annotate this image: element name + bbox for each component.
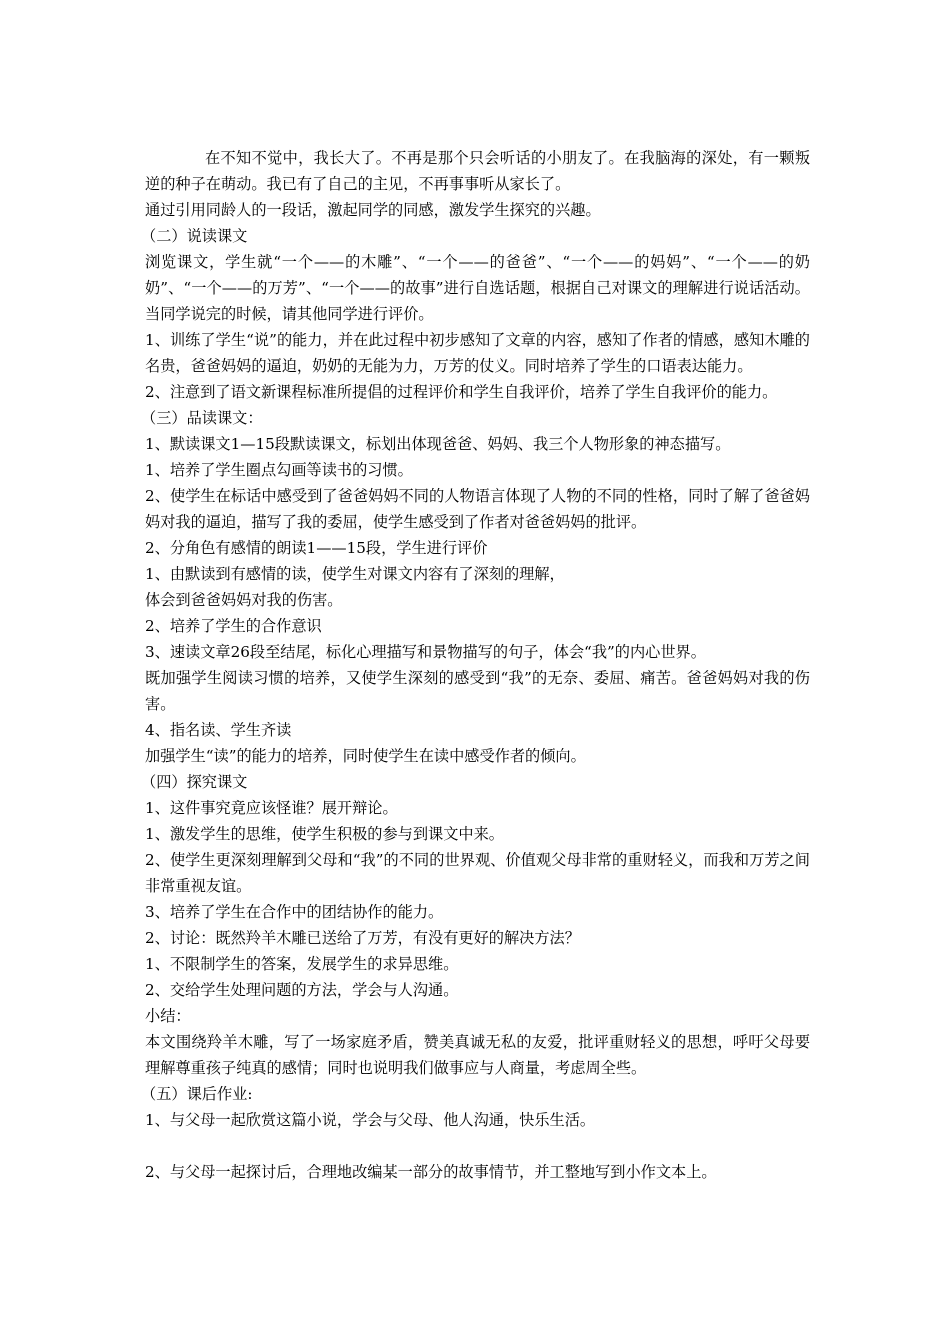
section-heading: （三）品读课文： <box>141 409 263 427</box>
section-heading: （五）课后作业: <box>141 1085 253 1103</box>
paragraph: 2、注意到了语文新课程标准所提倡的过程评价和学生自我评价，培养了学生自我评价的能力。 <box>145 383 778 401</box>
paragraph: 2、分角色有感情的朗读1——15段，学生进行评价 <box>145 539 488 557</box>
paragraph: 1、这件事究竟应该怪谁？展开辩论。 <box>145 799 398 817</box>
paragraph: 1、默读课文1—15段默读课文，标划出体现爸爸、妈妈、我三个人物形象的神态描写。 <box>145 435 731 453</box>
paragraph: 1、激发学生的思维，使学生积极的参与到课文中来。 <box>145 825 504 843</box>
paragraph: 3、培养了学生在合作中的团结协作的能力。 <box>145 903 444 921</box>
paragraph: 2、与父母一起探讨后，合理地改编某一部分的故事情节，并工整地写到小作文本上。 <box>145 1163 717 1181</box>
paragraph: 1、与父母一起欣赏这篇小说，学会与父母、他人沟通，快乐生活。 <box>145 1111 596 1129</box>
paragraph: 在不知不觉中，我长大了。不再是那个只会听话的小朋友了。在我脑海的深处，有一颗叛逆的种子在萌动。我已有了自己的主见，不再事事听从家长了。 <box>145 149 810 193</box>
blank-line <box>145 1133 810 1159</box>
paragraph: 浏览课文，学生就“一个——的木雕”、“一个——的爸爸”、“一个——的妈妈”、“一个——的奶奶”、“一个——的万芳”、“一个——的故事”进行自选话题，根据自己对课文的理解进行说话活动。当同学说完的时候，请其他同学进行评价。 <box>145 253 810 323</box>
paragraph: 4、指名读、学生齐读 <box>145 721 292 739</box>
paragraph: 2、培养了学生的合作意识 <box>145 617 322 635</box>
document-body <box>141 145 810 1185</box>
section-heading: （四）探究课文 <box>141 773 248 791</box>
paragraph: 体会到爸爸妈妈对我的伤害。 <box>145 591 343 609</box>
paragraph: 2、讨论：既然羚羊木雕已送给了万芳，有没有更好的解决方法？ <box>145 929 580 947</box>
paragraph: 通过引用同龄人的一段话，激起同学的同感，激发学生探究的兴趣。 <box>145 201 601 219</box>
paragraph: 1、培养了学生圈点勾画等读书的习惯。 <box>145 461 413 479</box>
paragraph: 2、交给学生处理问题的方法，学会与人沟通。 <box>145 981 459 999</box>
paragraph: 1、不限制学生的答案，发展学生的求异思维。 <box>145 955 459 973</box>
paragraph: 1、训练了学生“说”的能力，并在此过程中初步感知了文章的内容，感知了作者的情感，感知木雕的名贵，爸爸妈妈的逼迫，奶奶的无能为力，万芳的仗义。同时培养了学生的口语表达能力。 <box>145 331 810 375</box>
paragraph: 既加强学生阅读习惯的培养，又使学生深刻的感受到“我”的无奈、委屈、痛苦。爸爸妈妈对我的伤害。 <box>145 669 810 713</box>
paragraph: 1、由默读到有感情的读，使学生对课文内容有了深刻的理解， <box>145 565 565 583</box>
paragraph: 2、使学生在标话中感受到了爸爸妈妈不同的人物语言体现了人物的不同的性格，同时了解了爸爸妈妈对我的逼迫，描写了我的委屈，使学生感受到了作者对爸爸妈妈的批评。 <box>145 487 810 531</box>
section-heading: （二）说读课文 <box>141 227 248 245</box>
paragraph: 2、使学生更深刻理解到父母和“我”的不同的世界观、价值观父母非常的重财轻义，而我和万芳之间非常重视友谊。 <box>145 851 810 895</box>
paragraph: 小结： <box>145 1007 191 1025</box>
paragraph: 本文围绕羚羊木雕，写了一场家庭矛盾，赞美真诚无私的友爱，批评重财轻义的思想，呼吁父母要理解尊重孩子纯真的感情；同时也说明我们做事应与人商量，考虑周全些。 <box>145 1033 810 1077</box>
paragraph: 3、速读文章26段至结尾，标化心理描写和景物描写的句子，体会“我”的内心世界。 <box>145 643 706 661</box>
paragraph: 加强学生“读”的能力的培养，同时使学生在读中感受作者的倾向。 <box>145 747 586 765</box>
